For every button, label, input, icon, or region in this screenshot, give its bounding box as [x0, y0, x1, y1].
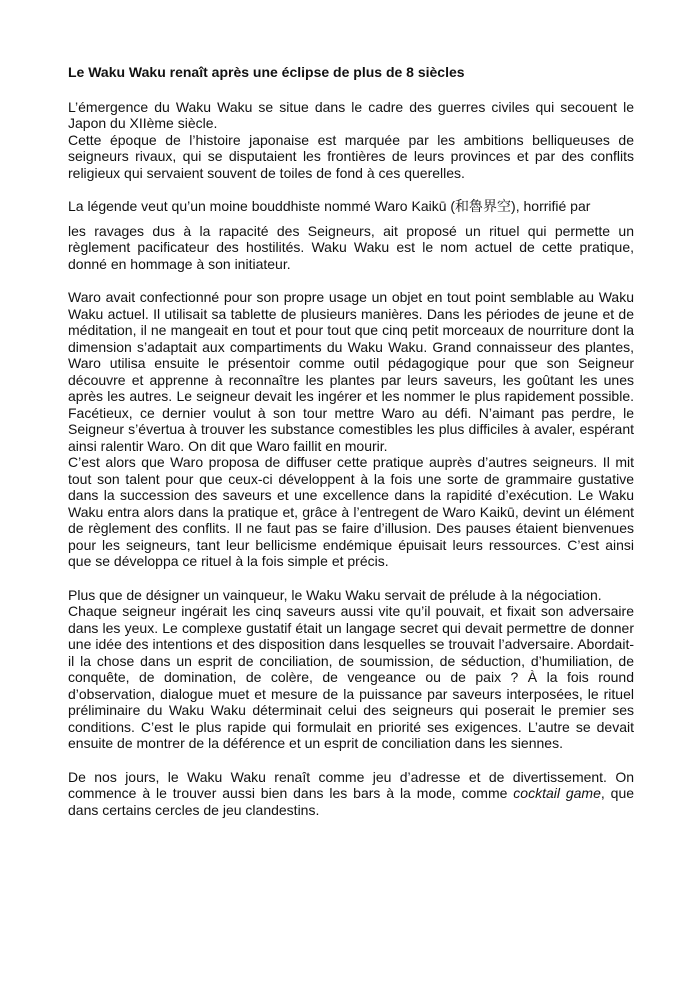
paragraph-2 — [68, 198, 634, 272]
paragraph-5 — [68, 769, 634, 819]
paragraph-5-part-b: , que dans certains cercles de jeu clandestins. — [68, 785, 635, 818]
paragraph-4-part-b: Chaque seigneur ingérait les cinq saveurs aussi vite qu’il pouvait, et fixait son adversaire dans les yeux. Le complexe gustatif était un langage secret qui devait permettre de donner une idée des intentions et des disposition dans lesquelles se trouvait l’adversaire. Abordait-il la chose dans un esprit de conciliation, de soumission, de séduction, d’humiliation, de conquête, de domination, de colère, de vengeance ou de paix ? À la fois round d’observation, dialogue muet et mesure de la puissance par saveurs interposées, le rituel préliminaire du Waku Waku déterminait celui des seigneurs qui poserait le premier ses conditions. C’est le plus rapide qui formulait en priorité ses exigences. L’autre se devait ensuite de montrer de la déférence et un esprit de conciliation dans les siennes. — [68, 603, 634, 751]
paragraph-3 — [68, 289, 634, 570]
paragraph-1-sentence-a: L’émergence du Waku Waku se situe dans le cadre des guerres civiles qui secouent le Japon du XIIème siècle. — [68, 98, 634, 131]
paragraph-1-sentence-b: Cette époque de l’histoire japonaise est marquée par les ambitions belliqueuses de seigneurs rivaux, qui se disputaient les frontières de leurs provinces et par des conflits religieux qui servaient souvent de toiles de fond à ces querelles. — [68, 131, 634, 181]
paragraph-2-line-a: La légende veut qu’un moine bouddhiste nommé Waro Kaikū (和魯界空), horrifié par — [68, 198, 591, 214]
paragraph-2-line-b: les ravages dus à la rapacité des Seigneurs, ait proposé un rituel qui permette un règlement pacificateur des hostilités. Waku Waku est le nom actuel de cette pratique, donné en hommage à son initiateur. — [68, 222, 634, 272]
paragraph-3-part-b: C’est alors que Waro proposa de diffuser cette pratique auprès d’autres seigneurs. Il mit tout son talent pour que ceux-ci développent à la fois une sorte de grammaire gustative dans la succession des saveurs et une excellence dans la rapidité d’exécution. Le Waku Waku entra alors dans la pratique et, grâce à l’entregent de Waro Kaikū, devint un élément de règlement des conflits. Il ne faut pas se faire d’illusion. Des pauses étaient bienvenues pour les seigneurs, tant leur bellicisme endémique épuisait leurs ressources. C’est ainsi que se développa ce rituel à la fois simple et précis. — [68, 454, 634, 569]
paragraph-4 — [68, 587, 634, 752]
document-page — [68, 64, 634, 835]
paragraph-4-part-a: Plus que de désigner un vainqueur, le Waku Waku servait de prélude à la négociation. — [68, 586, 602, 603]
paragraph-5-emphasis: cocktail game — [513, 785, 601, 801]
document-title: Le Waku Waku renaît après une éclipse de plus de 8 siècles — [68, 64, 465, 80]
paragraph-5-part-a: De nos jours, le Waku Waku renaît comme jeu d’adresse et de divertissement. On commence à le trouver aussi bien dans les bars à la mode, comme — [68, 768, 634, 801]
paragraph-3-part-a: Waro avait confectionné pour son propre usage un objet en tout point semblable au Waku Waku actuel. Il utilisait sa tablette de plusieurs manières. Dans les périodes de jeune et de méditation, il ne mangeait en tout et pour tout que cinq petit morceaux de nourriture dont la dimension s’adaptait aux compartiments du Waku Waku. Grand connaisseur des plantes, Waro utilisa ensuite le présentoir comme outil pédagogique pour que son Seigneur découvre et apprenne à reconnaître les plantes par leurs saveurs, les goûtant les unes après les autres. Le seigneur devait les ingérer et les nommer le plus rapidement possible. Facétieux, ce dernier voulut à son tour mettre Waro au défi. N’aimant pas perdre, le Seigneur s’évertua à trouver les substance comestibles les plus difficiles à avaler, espérant ainsi ralentir Waro. On dit que Waro faillit en mourir. — [68, 289, 634, 454]
paragraph-1 — [68, 99, 634, 182]
